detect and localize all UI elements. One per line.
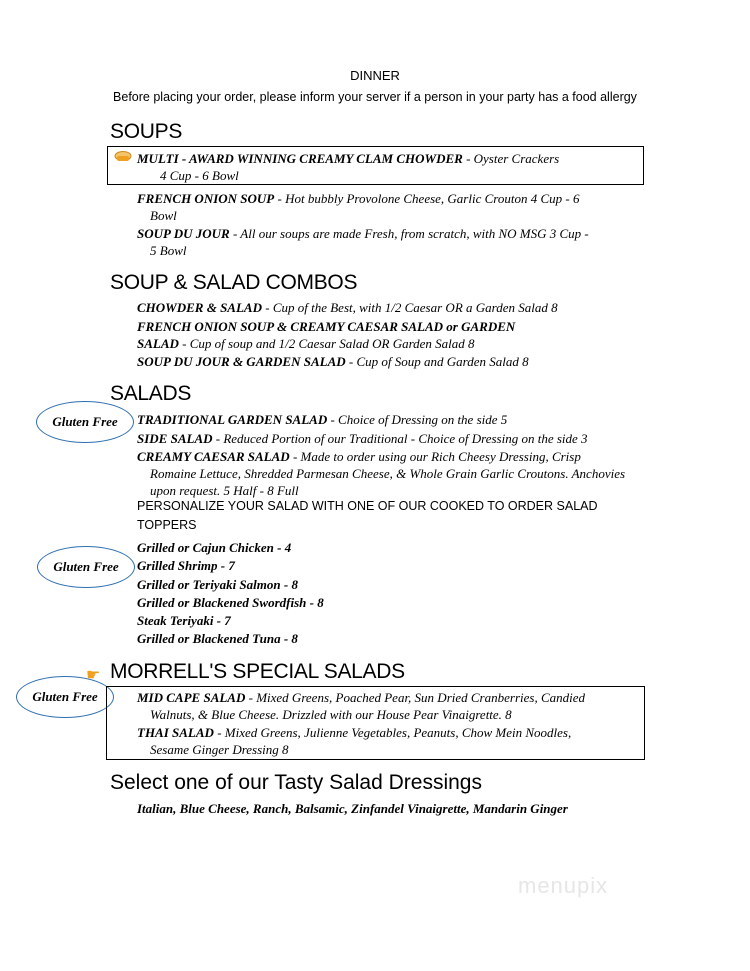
menu-item [137, 689, 585, 706]
personalize-line: TOPPERS [137, 518, 197, 532]
item-desc-cont: 5 Bowl [150, 243, 187, 258]
item-desc: - Cup of the Best, with 1/2 Caesar OR a Garden Salad 8 [261, 300, 558, 315]
item-desc: - Mixed Greens, Julienne Vegetables, Peanuts, Chow Mein Noodles, [213, 725, 572, 740]
item-desc: - Mixed Greens, Poached Pear, Sun Dried Cranberries, Candied [245, 690, 585, 705]
topper-item: Grilled or Blackened Swordfish - 8 [137, 594, 324, 610]
item-desc: - All our soups are made Fresh, from scratch, with NO MSG 3 Cup - [229, 226, 589, 241]
item-desc: - Oyster Crackers [462, 151, 560, 166]
topper-item: Grilled Shrimp - 7 [137, 558, 235, 574]
item-name: TRADITIONAL GARDEN SALAD [137, 412, 328, 427]
item-name: SALAD [137, 336, 179, 351]
item-name: MID CAPE SALAD [137, 690, 246, 705]
item-desc-cont: Romaine Lettuce, Shredded Parmesan Cheese, & Whole Grain Garlic Croutons. Anchovies [150, 466, 626, 481]
item-name: CREAMY CAESAR SALAD [137, 449, 290, 464]
combo-line [137, 353, 529, 370]
item-desc: - Hot bubbly Provolone Cheese, Garlic Crouton 4 Cup - 6 [274, 191, 580, 206]
gluten-free-badge: Gluten Free [16, 676, 114, 718]
item-name: FRENCH ONION SOUP & CREAMY CAESAR SALAD or GARDEN [137, 319, 516, 334]
item-desc-cont: upon request. 5 Half - 8 Full [150, 483, 299, 498]
item-desc-cont: Walnuts, & Blue Cheese. Drizzled with our House Pear Vinaigrette. 8 [150, 707, 512, 722]
menu-item [137, 724, 571, 741]
menu-item [137, 430, 588, 447]
item-desc: - Choice of Dressing on the side 5 [327, 412, 508, 427]
topper-item: Grilled or Cajun Chicken - 4 [137, 540, 292, 555]
combo-line [137, 299, 558, 316]
combos-heading: SOUP & SALAD COMBOS [110, 271, 358, 294]
combo-line [137, 335, 475, 352]
gluten-free-badge: Gluten Free [37, 546, 135, 588]
item-name: SOUP DU JOUR [137, 226, 230, 241]
item-name: THAI SALAD [137, 725, 214, 740]
gluten-free-badge: Gluten Free [36, 401, 134, 443]
combo-line [137, 318, 515, 335]
dressings-list: Italian, Blue Cheese, Ranch, Balsamic, Zinfandel Vinaigrette, Mandarin Ginger [137, 801, 568, 816]
topper-item: Steak Teriyaki - 7 [137, 613, 231, 629]
item-desc-cont: 4 Cup - 6 Bowl [160, 168, 239, 183]
allergy-note: Before placing your order, please inform your server if a person in your party has a food allergy [113, 90, 637, 104]
soup-bowl-icon [114, 150, 132, 169]
menu-item [137, 225, 589, 242]
item-name: SIDE SALAD [137, 431, 213, 446]
item-desc: - Cup of soup and 1/2 Caesar Salad OR Garden Salad 8 [178, 336, 475, 351]
item-name: CHOWDER & SALAD [137, 300, 262, 315]
item-desc-cont: Sesame Ginger Dressing 8 [150, 742, 289, 757]
menu-item [137, 190, 579, 207]
item-desc: - Cup of Soup and Garden Salad 8 [345, 354, 529, 369]
menu-item [137, 411, 507, 428]
special-heading: MORRELL'S SPECIAL SALADS [110, 660, 405, 683]
menu-item [137, 448, 581, 465]
topper-item: Grilled or Teriyaki Salmon - 8 [137, 576, 298, 592]
item-name: FRENCH ONION SOUP [137, 191, 275, 206]
menu-title: DINNER [350, 68, 400, 83]
item-name: MULTI - AWARD WINNING CREAMY CLAM CHOWDER [137, 151, 463, 166]
salads-heading: SALADS [110, 382, 192, 405]
topper-item: Grilled or Blackened Tuna - 8 [137, 631, 298, 647]
watermark: menupix [518, 873, 609, 898]
pointing-hand-icon: ☛ [86, 667, 101, 684]
dressings-heading: Select one of our Tasty Salad Dressings [110, 771, 482, 794]
item-desc-cont: Bowl [150, 208, 177, 223]
soups-heading: SOUPS [110, 120, 183, 143]
toppers-list [137, 539, 324, 649]
item-desc: - Reduced Portion of our Traditional - Choice of Dressing on the side 3 [212, 431, 588, 446]
item-name: SOUP DU JOUR & GARDEN SALAD [137, 354, 346, 369]
menu-item [137, 150, 559, 167]
personalize-line: PERSONALIZE YOUR SALAD WITH ONE OF OUR COOKED TO ORDER SALAD [137, 499, 598, 513]
item-desc: - Made to order using our Rich Cheesy Dressing, Crisp [289, 449, 581, 464]
